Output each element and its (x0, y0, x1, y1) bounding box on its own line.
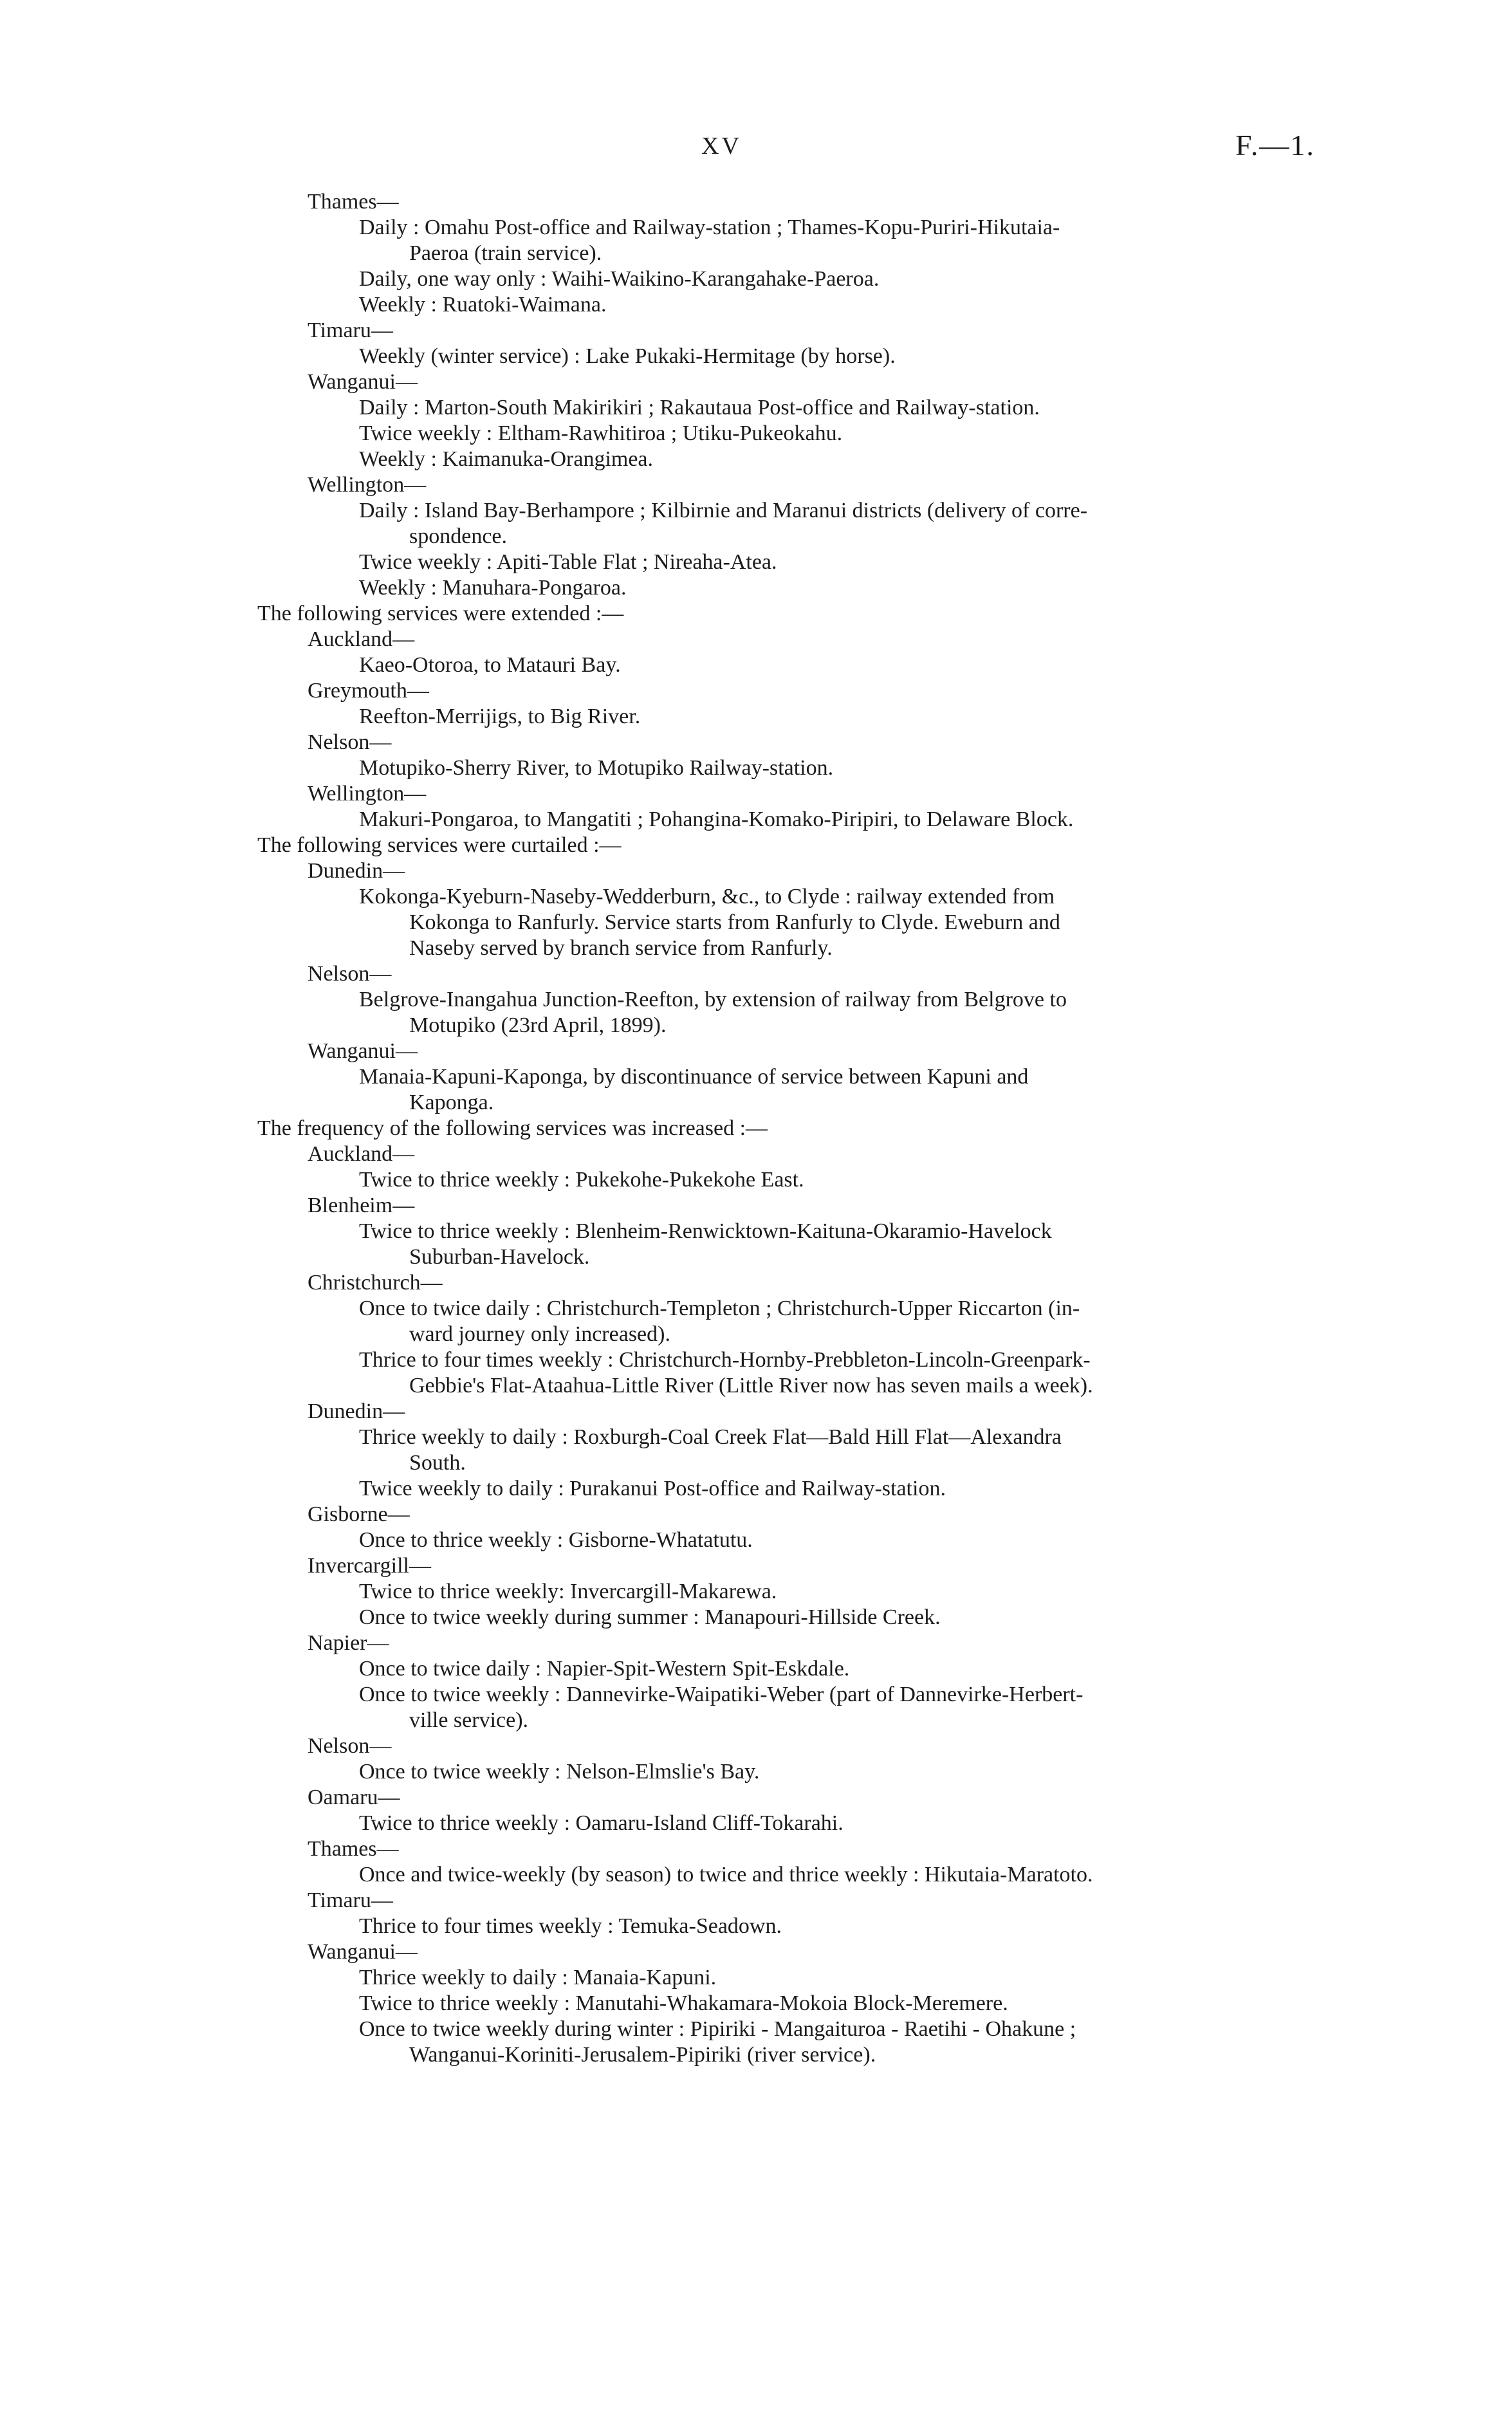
service-entry: Thrice weekly to daily : Roxburgh-Coal Creek Flat—Bald Hill Flat—Alexandra (359, 1425, 1062, 1449)
service-entry: Twice weekly : Apiti-Table Flat ; Nireaha-Atea. (359, 550, 777, 574)
document-body (257, 189, 1303, 2068)
district-heading: Nelson— (308, 962, 392, 986)
district-heading: Timaru— (308, 1888, 393, 1912)
service-entry-continuation: South. (409, 1451, 466, 1475)
service-entry-continuation: Motupiko (23rd April, 1899). (409, 1013, 667, 1037)
district-heading: Invercargill— (308, 1554, 431, 1578)
service-entry-continuation: Suburban-Havelock. (409, 1245, 590, 1269)
service-entry: Motupiko-Sherry River, to Motupiko Railway-station. (359, 756, 834, 780)
service-entry: Weekly : Manuhara-Pongaroa. (359, 576, 627, 600)
service-entry: Once to twice daily : Napier-Spit-Western Spit-Eskdale. (359, 1657, 850, 1681)
district-heading: Wellington— (308, 473, 427, 497)
service-entry: Twice weekly : Eltham-Rawhitiroa ; Utiku-Pukeokahu. (359, 421, 843, 445)
district-heading: Wanganui— (308, 1039, 418, 1063)
service-entry: Twice weekly to daily : Purakanui Post-office and Railway-station. (359, 1477, 946, 1500)
district-heading: Thames— (308, 190, 399, 214)
service-entry: Daily : Marton-South Makirikiri ; Rakautaua Post-office and Railway-station. (359, 396, 1040, 420)
section-intro: The following services were curtailed :— (257, 833, 622, 857)
service-entry: Once and twice-weekly (by season) to twice and thrice weekly : Hikutaia-Maratoto. (359, 1863, 1093, 1887)
service-entry: Once to thrice weekly : Gisborne-Whatatutu. (359, 1528, 753, 1552)
service-entry: Daily, one way only : Waihi-Waikino-Karangahake-Paeroa. (359, 267, 880, 291)
service-entry: Thrice to four times weekly : Temuka-Seadown. (359, 1914, 782, 1938)
service-entry: Daily : Omahu Post-office and Railway-station ; Thames-Kopu-Puriri-Hikutaia- (359, 216, 1060, 239)
service-entry-continuation: Wanganui-Koriniti-Jerusalem-Pipiriki (river service). (409, 2043, 876, 2067)
service-entry: Weekly : Ruatoki-Waimana. (359, 293, 607, 317)
service-entry: Twice to thrice weekly: Invercargill-Makarewa. (359, 1580, 777, 1603)
service-entry: Daily : Island Bay-Berhampore ; Kilbirnie and Maranui districts (delivery of corre- (359, 499, 1088, 522)
page-number: XV (701, 133, 742, 160)
service-entry-continuation: Gebbie's Flat-Ataahua-Little River (Little River now has seven mails a week). (409, 1374, 1093, 1398)
document-reference: F.—1. (1235, 129, 1315, 162)
service-entry-continuation: spondence. (409, 524, 508, 548)
district-heading: Timaru— (308, 318, 393, 342)
district-heading: Wanganui— (308, 370, 418, 394)
service-entry-continuation: ville service). (409, 1708, 529, 1732)
service-entry-continuation: Paeroa (train service). (409, 241, 602, 265)
service-entry: Makuri-Pongaroa, to Mangatiti ; Pohangina-Komako-Piripiri, to Delaware Block. (359, 808, 1074, 831)
district-heading: Wanganui— (308, 1940, 418, 1964)
district-heading: Dunedin— (308, 859, 405, 883)
service-entry: Once to twice weekly during winter : Pipiriki - Mangaituroa - Raetihi - Ohakune ; (359, 2017, 1076, 2041)
service-entry: Manaia-Kapuni-Kaponga, by discontinuance of service between Kapuni and (359, 1065, 1029, 1089)
service-entry-continuation: ward journey only increased). (409, 1322, 670, 1346)
district-heading: Nelson— (308, 730, 392, 754)
district-heading: Oamaru— (308, 1786, 400, 1809)
service-entry: Once to twice weekly : Dannevirke-Waipatiki-Weber (part of Dannevirke-Herbert- (359, 1683, 1083, 1706)
section-intro: The following services were extended :— (257, 602, 624, 625)
service-entry: Kaeo-Otoroa, to Matauri Bay. (359, 653, 621, 677)
service-entry: Belgrove-Inangahua Junction-Reefton, by extension of railway from Belgrove to (359, 988, 1067, 1011)
district-heading: Thames— (308, 1837, 399, 1861)
service-entry: Twice to thrice weekly : Pukekohe-Pukekohe East. (359, 1168, 804, 1192)
service-entry: Thrice weekly to daily : Manaia-Kapuni. (359, 1966, 717, 1989)
service-entry: Kokonga-Kyeburn-Naseby-Wedderburn, &c., to Clyde : railway extended from (359, 885, 1055, 909)
service-entry: Weekly : Kaimanuka-Orangimea. (359, 447, 654, 471)
service-entry: Weekly (winter service) : Lake Pukaki-Hermitage (by horse). (359, 344, 896, 368)
district-heading: Nelson— (308, 1734, 392, 1758)
district-heading: Greymouth— (308, 679, 429, 703)
district-heading: Auckland— (308, 627, 415, 651)
district-heading: Gisborne— (308, 1502, 410, 1526)
service-entry: Reefton-Merrijigs, to Big River. (359, 705, 641, 728)
service-entry: Twice to thrice weekly : Blenheim-Renwicktown-Kaituna-Okaramio-Havelock (359, 1219, 1052, 1243)
district-heading: Blenheim— (308, 1194, 415, 1217)
district-heading: Christchurch— (308, 1271, 443, 1295)
district-heading: Auckland— (308, 1142, 415, 1166)
service-entry-continuation: Kokonga to Ranfurly. Service starts from Ranfurly to Clyde. Eweburn and (409, 910, 1060, 934)
service-entry-continuation: Naseby served by branch service from Ranfurly. (409, 936, 833, 960)
service-entry: Thrice to four times weekly : Christchurch-Hornby-Prebbleton-Lincoln-Greenpark- (359, 1348, 1091, 1372)
section-intro: The frequency of the following services was increased :— (257, 1116, 768, 1140)
district-heading: Wellington— (308, 782, 427, 806)
service-entry: Once to twice weekly during summer : Manapouri-Hillside Creek. (359, 1605, 941, 1629)
district-heading: Dunedin— (308, 1399, 405, 1423)
service-entry: Once to twice weekly : Nelson-Elmslie's Bay. (359, 1760, 760, 1784)
service-entry: Once to twice daily : Christchurch-Templeton ; Christchurch-Upper Riccarton (in- (359, 1297, 1080, 1320)
page-header (0, 129, 1512, 171)
service-entry: Twice to thrice weekly : Manutahi-Whakamara-Mokoia Block-Meremere. (359, 1991, 1008, 2015)
district-heading: Napier— (308, 1631, 389, 1655)
service-entry-continuation: Kaponga. (409, 1091, 494, 1114)
service-entry: Twice to thrice weekly : Oamaru-Island Cliff-Tokarahi. (359, 1811, 844, 1835)
